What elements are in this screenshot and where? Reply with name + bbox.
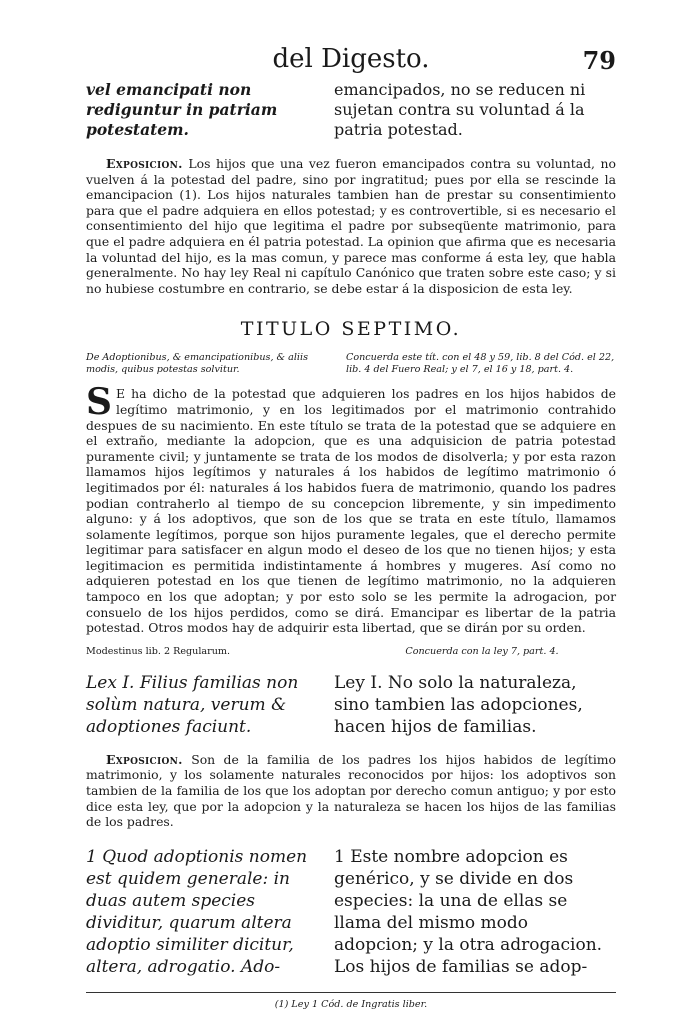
item-1-latin: 1 Quod adoptionis nomen est quidem generale: in duas autem species dividitur, quarum altera adoptio similiter dicitur, altera, adrogatio. Ado- xyxy=(86,846,308,977)
section-title: TITULO SEPTIMO. xyxy=(240,318,462,341)
lex-parallel-text xyxy=(86,672,616,738)
exposicion-label: Exposicion. xyxy=(106,751,183,767)
main-text: E ha dicho de la potestad que adquieren los padres en los hijos habidos de legítimo matrimonio, y en los legitimados por el matrimonio contrahido despues de su nacimiento. En este título se trata de la potestad que se adquiere en el extraño, mediante la adopcion, que es una adquisicion de patria potestad puramente civil; y juntamente se trata de los modos de disolverla; y por esta razon llamamos hijos legítimos y naturales á los habidos de legítimo matrimonio ó legitimados por él: naturales á los habidos fuera de matrimonio, quando los padres podian contraherlo al tiempo de su concepcion libremente, y sin impedimento alguno: y á los adoptivos, que son de los que se trata en este título, llamamos solamente legítimos, porque son hijos puramente legales, que el derecho permite legitimar para satisfacer en algun modo el deseo de los que no tienen hijos; y esta legitimacion es permitida indistintamente á hombres y mugeres. Así como no adquieren potestad en los que tienen de legítimo matrimonio, no la adquieren tampoco en los que adoptan; y por esto solo se les permite la adrogacion, por consuelo de los hijos perdidos, como se dirá. Emancipar es libertar de la patria potestad. Otros modos hay de adquirir esta libertad, que se dirán por su orden. xyxy=(86,386,616,636)
lex-latin: Lex I. Filius familias non solùm natura, verum & adoptiones faciunt. xyxy=(86,672,299,737)
intro-latin: vel emancipati non rediguntur in patriam potestatem. xyxy=(86,80,278,139)
exposicion-label: Exposicion. xyxy=(106,156,183,171)
intro-parallel-text xyxy=(86,80,616,140)
drop-cap: S xyxy=(86,381,112,424)
exposicion-text: Son de la familia de los padres los hijos habidos de legítimo matrimonio, y los solamente naturales reconocidos por hijos: los adoptivos son tambien de la familia de los que los adoptan por derecho comun antiguo; y por esto dice esta ley, que por la adopcion y la naturaleza se hacen los hijos de las familias de los padres. xyxy=(86,751,616,830)
law-references xyxy=(86,646,616,658)
main-paragraph xyxy=(86,381,616,636)
reference-latin: De Adoptionibus, & emancipationibus, & aliis modis, quibus potestas solvitur. xyxy=(86,352,308,376)
reference-concordance: Concuerda este tít. con el 48 y 59, lib. 8 del Cód. el 22, lib. 4 del Fuero Real; y el 7, el 16 y 18, part. 4. xyxy=(346,352,615,376)
footnote-divider xyxy=(86,992,616,993)
exposicion-text: Los hijos que una vez fueron emancipados contra su voluntad, no vuelven á la potestad del padre, sino por ingratitud; pues por ella se rescinde la emancipacion (1). Los hijos naturales tambien han de prestar su consentimiento para que el padre adquiera en ellos potestad; y es controvertible, si es necesario el consentimiento del hijo que legitima el padre por subseqüente matrimonio, para que el padre adquiera en él patria potestad. La opinion que afirma que es necesaria la voluntad del hijo, es la mas comun, y parece mas conforme á esta ley, que habla generalmente. No hay ley Real ni capítulo Canónico que traten sobre este caso; y si no hubiese costumbre en contrario, se debe estar á la disposicion de esta ley. xyxy=(86,156,616,296)
page-number: 79 xyxy=(582,46,616,75)
lex-spanish: Ley I. No solo la naturaleza, sino tambien las adopciones, hacen hijos de familias. xyxy=(334,672,583,737)
exposicion-paragraph-1 xyxy=(86,156,616,296)
page-header xyxy=(86,44,616,80)
reference-modestinus: Modestinus lib. 2 Regularum. xyxy=(86,645,231,657)
reference-concuerda: Concuerda con la ley 7, part. 4. xyxy=(405,645,559,657)
running-title: del Digesto. xyxy=(272,44,430,74)
footnote: (1) Ley 1 Cód. de Ingratis liber. xyxy=(274,998,428,1010)
item-1-parallel-text xyxy=(86,846,616,978)
exposicion-paragraph-2 xyxy=(86,752,616,830)
item-1-spanish: 1 Este nombre adopcion es genérico, y se divide en dos especies: la una de ellas se llama del mismo modo adopcion; y la otra adrogacion. Los hijos de familias se adop- xyxy=(334,846,603,977)
book-page xyxy=(86,44,616,1010)
title-references xyxy=(86,352,616,376)
intro-spanish: emancipados, no se reducen ni sujetan contra su voluntad á la patria potestad. xyxy=(334,80,586,139)
